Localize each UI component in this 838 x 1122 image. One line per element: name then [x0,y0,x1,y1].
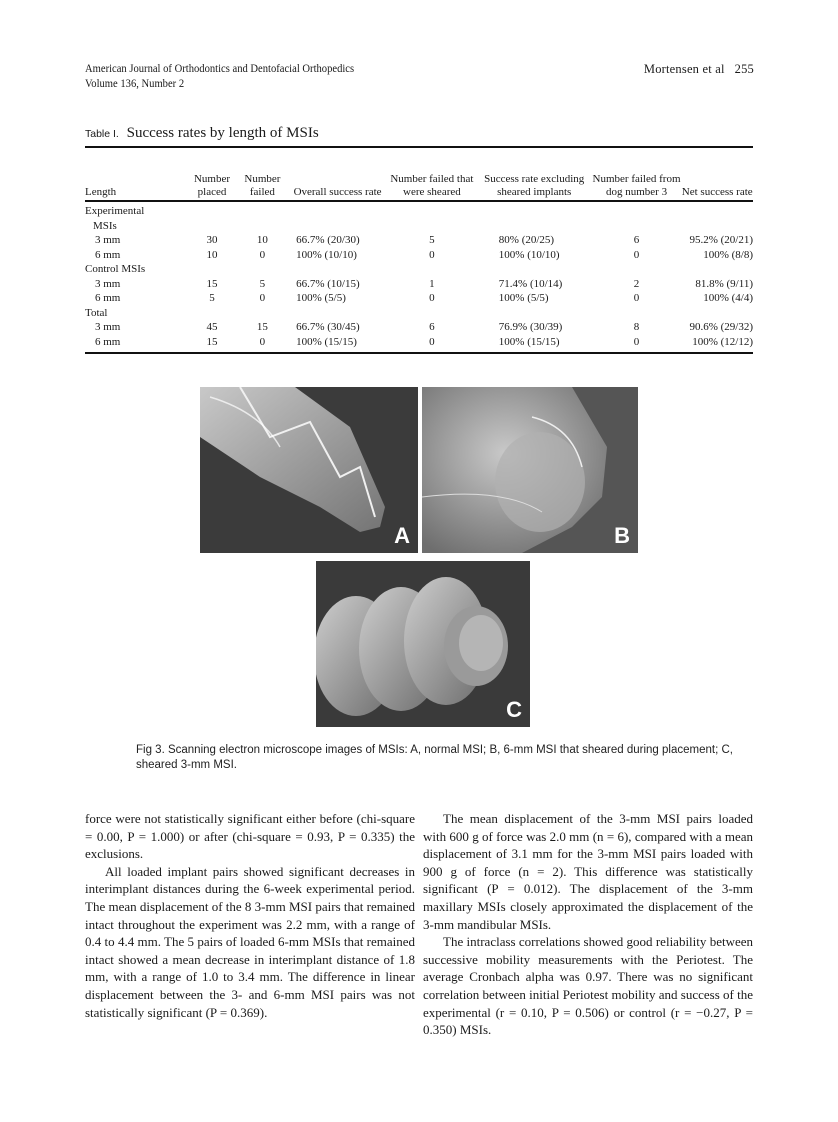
screw-image-c [316,561,530,727]
cell-placed: 15 [206,277,218,290]
group-row [85,219,753,234]
cell-net: 81.8% (9/11) [695,277,753,290]
col-header-number-failed: Number failed [244,173,281,198]
cell-placed: 10 [206,248,218,261]
col-header-excluding-sheared: Success rate excluding sheared implants [484,173,585,198]
cell-sheared: 0 [429,248,435,261]
cell-failed: 5 [259,277,266,290]
paragraph: The mean displacement of the 3-mm MSI pairs loaded with 600 g of force was 2.0 mm (n = 6), compared with a mean displacement of 3.1 mm for the 3-mm MSI pairs loaded with 900 g of force (n = 2). This difference was statistically significant (P = 0.012). The displacement of the 3-mm maxillary MSIs closely approximated the displacement of the 3-mm mandibular MSIs. [423,811,753,932]
table-row [85,233,753,248]
cell-overall: 100% (10/10) [296,248,357,261]
cell-length: 6 mm [95,335,121,348]
table-top-rule [85,146,753,148]
cell-excl-sheared: 76.9% (30/39) [498,321,563,333]
cell-excl-sheared: 100% (10/10) [498,248,560,261]
table-caption: Success rates by length of MSIs [126,125,319,141]
table-label: Table I. [85,128,119,140]
running-head [85,62,701,92]
cell-sheared: 5 [429,234,435,246]
paragraph: The intraclass correlations showed good reliability between successive mobility measurements with the Periotest. The average Cronbach alpha was 0.97. There was no significant correlation between initial Periotest mobility and success of the experimental (r = 0.10, P = 0.506) or control (r = −0.27, P = 0.350) MSIs. [423,934,753,1038]
cell-sheared: 6 [429,321,435,333]
cell-placed: 15 [206,335,218,348]
cell-failed: 0 [259,335,266,348]
cell-failed: 10 [256,234,268,246]
cell-excl-sheared: 71.4% (10/14) [498,277,563,290]
col-header-number-placed: Number placed [193,173,231,198]
cell-net: 100% (8/8) [703,248,753,261]
body-column-right [423,810,753,1039]
col-header-failed-sheared: Number failed that were sheared [390,173,474,198]
cell-dog3: 2 [633,277,640,290]
cell-excl-sheared: 100% (15/15) [498,335,560,348]
paragraph: All loaded implant pairs showed significant decreases in interimplant distances during the 6-week experimental period. The mean displacement of the 8 3-mm MSI pairs that remained intact throughout the experiment was 2.2 mm, with a range of 0.4 to 4.4 mm. The 5 pairs of loaded 6-mm MSIs that remained intact showed a mean decrease in interimplant distance of 1.8 mm, with a range of 1.0 to 3.4 mm. The difference in linear displacement between the 3- and 6-mm MSI pairs was not statistically significant (P = 0.369). [85,863,415,1020]
table-row [85,248,753,263]
cell-net: 90.6% (29/32) [689,321,753,333]
panel-label-b: B [614,523,630,548]
figure-caption: Fig 3. Scanning electron microscope images of MSIs: A, normal MSI; B, 6-mm MSI that sheared during placement; C, sheared 3-mm MSI. [136,744,733,771]
screw-image-a [200,387,418,553]
table-bottom-rule [85,352,753,354]
panel-label-a: A [394,523,410,548]
cell-length: 3 mm [95,321,121,333]
page-number: 255 [734,62,754,76]
cell-overall: 66.7% (30/45) [296,321,360,333]
authors: Mortensen et al [643,62,725,76]
cell-dog3: 8 [633,321,640,333]
sem-image-a [200,387,418,553]
table-row [85,291,753,306]
group-row [85,198,753,219]
col-header-length: Length [85,185,117,198]
cell-failed: 0 [259,292,266,304]
figure-3 [200,387,638,727]
journal-title: American Journal of Orthodontics and Dentofacial Orthopedics [85,63,355,75]
cell-failed: 0 [259,248,266,261]
group-row [85,262,753,277]
panel-label-c: C [506,697,522,722]
body-column-left [85,810,415,1021]
table-row [85,320,753,335]
cell-sheared: 0 [429,292,435,304]
cell-net: 95.2% (20/21) [689,234,753,246]
cell-dog3: 6 [633,234,640,246]
cell-excl-sheared: 100% (5/5) [498,292,549,304]
journal-volume: Volume 136, Number 2 [85,78,185,90]
cell-failed: 15 [256,321,268,333]
col-header-net-success: Net success rate [681,185,753,198]
cell-overall: 66.7% (10/15) [296,277,360,290]
cell-placed: 30 [206,234,218,246]
success-rates-table [85,152,753,349]
sem-image-b [422,387,638,553]
screw-image-b [422,387,638,553]
col-header-overall-success: Overall success rate [293,185,382,198]
cell-dog3: 0 [633,335,640,348]
cell-dog3: 0 [633,248,640,261]
cell-sheared: 1 [429,277,435,290]
cell-net: 100% (12/12) [692,335,753,348]
table-header-row [85,152,753,198]
cell-placed: 45 [206,321,218,333]
cell-excl-sheared: 80% (20/25) [498,234,555,246]
group-label: MSIs [93,219,117,232]
cell-overall: 66.7% (20/30) [296,234,360,246]
paragraph: force were not statistically significant either before (chi-square = 0.00, P = 1.000) or after (chi-square = 0.93, P = 0.335) the exclusions. [85,811,415,862]
group-label: Total [85,306,108,319]
table-row [85,277,753,292]
cell-length: 3 mm [95,277,121,290]
cell-sheared: 0 [429,335,435,348]
group-label: Experimental [85,205,145,217]
table-title [85,125,319,142]
cell-overall: 100% (15/15) [296,335,357,348]
col-header-failed-dog3: Number failed from dog number 3 [592,173,681,198]
cell-length: 3 mm [95,234,121,246]
cell-length: 6 mm [95,248,121,261]
cell-net: 100% (4/4) [703,292,753,304]
cell-length: 6 mm [95,292,121,304]
running-head-right [644,62,754,77]
table-row [85,335,753,350]
cell-dog3: 0 [633,292,640,304]
cell-overall: 100% (5/5) [296,292,346,304]
sem-image-c [316,561,530,727]
cell-placed: 5 [209,292,215,304]
group-label: Control MSIs [85,263,146,275]
group-row [85,306,753,321]
